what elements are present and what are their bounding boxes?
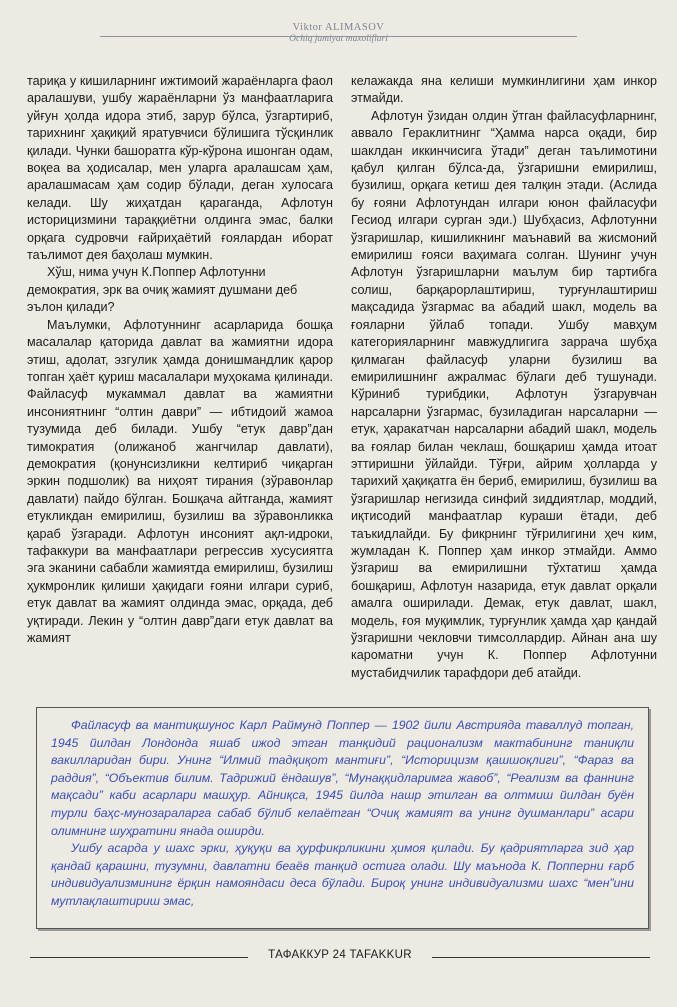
paragraph: келажакда яна келиши мумкинлигини ҳам инкор этмайди.	[351, 74, 657, 106]
footer-rule-left	[30, 957, 248, 958]
footer-label: ТАФАККУР 24 TAFAKKUR	[268, 949, 412, 961]
sidebar-paragraph: Ушбу асарда у шахс эрки, ҳуқуқи ва ҳурфикрликини ҳимоя қилади. Бу қадриятларга зид ҳар қандай қарашни, тузумни, давлатни беаёв танқид остига олади. Шу маънода К. Попперни ғарб индивидуализмининг ёрқин намояндаси деса бўлади. Бироқ унинг индивидуализми шахс “мен”ини мутлақлаштириш эмас,	[51, 841, 634, 908]
paragraph: Афлотун ўзидан олдин ўтган файласуфларнинг, аввало Гераклитнинг “Ҳамма нарса оқади, бир шаклдан иккинчисига ўтади” деган таълимотини қабул қилган бўлса-да, ўзгаришни емирилиш, бузилиш, орқага кетиш дея талқин этади. (Аслида бу ғояни Афлотундан илгари юнон файласуфи Гесиод илгари сурган эди.) Шубҳасиз, Афлотунни ўзгаришлар, кишиликнинг маънавий ва жисмоний емирилиш ғояси ваҳимага солган. Шунинг учун Афлотун ўзгаришларни маълум бир тартибга солиш, барқарорлаштириш, турғунлаштириш мақсадида ўзгармас ва абадий шакл, модель ва ғояларни ўйлаб топади. Ушбу мавҳум категорияларнинг мавжудлигига заррача шубҳа қилмаган файласуф уларни бузилиш ва емирилишнинг ажралмас бўлаги деб тушунади. Кўриниб турибдики, Афлотун ўзгарувчан нарсаларни ўзгармас, бузиладиган нарсаларни — етук, ҳаракатчан нарсаларни абадий шакл, модель ва ғоялар билан чеклаш, бошқариш ҳамда итоат эттиришни ўйлайди. Тўғри, айрим ҳолларда у тарихий ҳақиқатга ён бериб, емирилиш, бузилиш ва ўзгаришлар негизида синфий зиддиятлар, моддий, иқтисодий манфаатлар кураши ётади, деб таъкидлайди. Бу фикрнинг тўғрилигини ҳеч ким, жумладан К. Поппер ҳам инкор этмайди. Аммо ўзгариш ва емирилишни тўхтатиш ҳамда бошқариш, Афлотун назарида, етук давлат орқали амалга оширилади. Демак, етук давлат, шакл, модель, ғоя муқимлик, турғунлик ҳамда ҳар қандай ўзгаришни чекловчи тимсоллардир. Айнан ана шу кароматни учун К. Поппер Афлотунни мустабидчилик тарафдори деб атайди.	[351, 108, 657, 680]
header-series: Ochiq jamiyat muxoliflari	[289, 34, 388, 44]
right-column	[351, 73, 657, 693]
left-column	[27, 73, 333, 693]
page-header	[0, 22, 677, 44]
page-footer	[0, 948, 677, 968]
question-heading: Хўш, нима учун К.Поппер Афлотунни демократия, эрк ва очиқ жамият душмани деб эълон қилади?	[27, 265, 298, 315]
biography-sidebar-box	[36, 707, 649, 929]
sidebar-paragraph: Файласуф ва мантиқшунос Карл Раймунд Поппер — 1902 йили Австрияда таваллуд топган, 1945 йилдан Лондонда яшаб ижод этган танқидий рационализм мактабининг таниқли вакилларидан бири. Унинг “Илмий тадқиқот мантиғи”, “Историцизм қашшоқлиги”, “Фараз ва раддия”, “Объектив билим. Тадрижий ёндашув”, “Мунаққидларимга жавоб”, “Реализм ва фаннинг мақсади” каби асарлари машҳур. Айниқса, 1945 йилда нашр этилган ва олтмиш йилдан буён турли баҳс-мунозараларга сабаб бўлиб келаётган “Очиқ жамият ва унинг душманлари” асари олимнинг шуҳратини янада оширди.	[51, 718, 634, 838]
header-author: Viktor ALIMASOV	[292, 22, 385, 33]
article-body	[27, 73, 657, 693]
paragraph: тариқа у кишиларнинг ижтимоий жараёнларга фаол аралашуви, ушбу жараёнларни ўз манфаатларига уйғун ҳолда идора этиб, зарур бўлса, ўзгартириб, тарихнинг ҳақиқий яратувчиси бўлишига тўсқинлик қилади. Чунки башоратга кўр-кўрона ишонган одам, воқеа ва ҳодисалар, мен уларга аралашсам ҳам, аралашмасам ҳам содир бўлади, деган хулосага келади. Шу жиҳатдан қараганда, Афлотун историцизмини тараққиётни олдинга эмас, балки орқага судровчи ғайриҳаётий ғоялардан иборат таълимот дея баҳолаш мумкин.	[27, 74, 333, 263]
footer-rule-right	[432, 957, 650, 958]
sidebar-text	[51, 717, 634, 911]
header-rule	[100, 36, 577, 37]
paragraph: Маълумки, Афлотуннинг асарларида бошқа масалалар қаторида давлат ва жамиятни идора этиш, адолат, эзгулик ҳамда донишмандлик қарор топган ҳаёт қуриш масалалари муҳокама қилинади. Файласуф мукаммал давлат ва жамиятни инсониятнинг “олтин даври” — ибтидоий жамоа тузумида деб билади. Ушбу “етук давр”дан тимократия (олижаноб жангчилар давлати), демократия (қонунсизликни келтириб чиқарган эркин подшолик) ва ниҳоят тирания (зўравонлар давлати) пайдо бўлган. Бошқача айтганда, жамият етукликдан емирилиш, бузилиш ва зўравонликка қараб ўзгаради. Афлотун инсоният ақл-идроки, тафаккури ва манфаатлари регрессив хусусиятга эга эканини сабабли жамиятда емирилиш, бузилиш ҳукмронлик қилиши ҳақидаги ғояни илгари суриб, етук давлат ва жамият олдинда эмас, орқада, деб уқтиради. Лекин у “олтин давр”даги етук давлат ва жамият	[27, 317, 333, 645]
